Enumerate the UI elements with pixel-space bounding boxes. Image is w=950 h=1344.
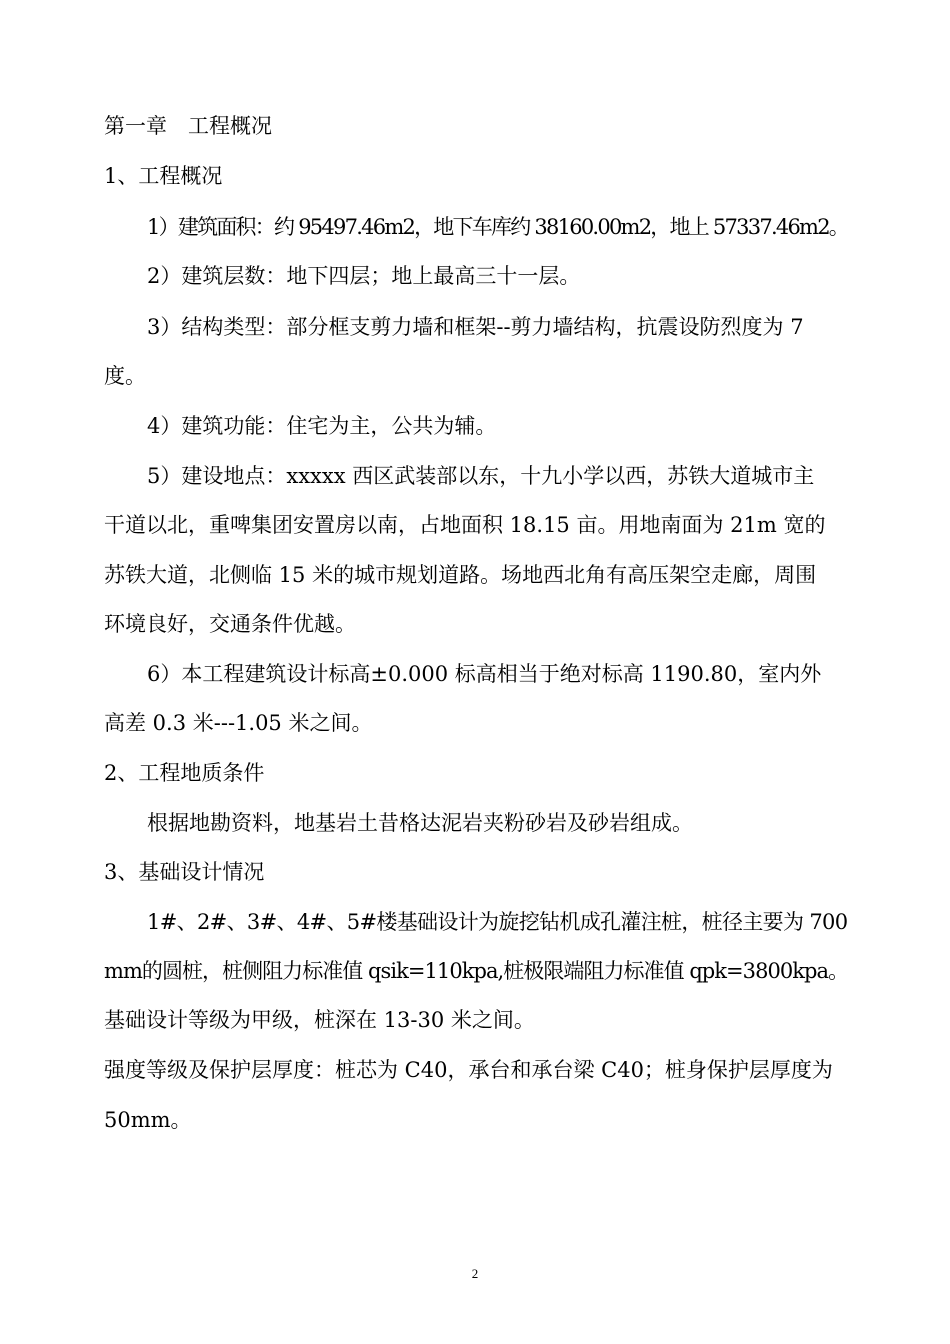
paragraph-line: 苏铁大道，北侧临 15 米的城市规划道路。场地西北角有高压架空走廊，周围: [104, 563, 817, 587]
paragraph-line: 4）建筑功能：住宅为主，公共为辅。: [147, 414, 497, 438]
paragraph-line: 环境良好，交通条件优越。: [104, 612, 356, 636]
section-heading-foundation: 3、基础设计情况: [104, 860, 265, 884]
page-number: 2: [471, 1266, 479, 1281]
paragraph-line: 高差 0.3 米---1.05 米之间。: [104, 711, 373, 735]
chapter-title: 第一章 工程概况: [104, 114, 272, 138]
paragraph-line: 度。: [104, 364, 146, 388]
paragraph-line: 6）本工程建筑设计标高±0.000 标高相当于绝对标高 1190.80，室内外: [147, 662, 822, 686]
paragraph-line: mm的圆桩，桩侧阻力标准值 qsik=110kpa,桩极限端阻力标准值 qpk=3800kpa。: [104, 959, 849, 983]
paragraph-line: 5）建设地点：xxxxx 西区武装部以东，十九小学以西，苏铁大道城市主: [147, 464, 815, 488]
section-heading-overview: 1、工程概况: [104, 164, 223, 188]
paragraph-line: 根据地勘资料，地基岩土昔格达泥岩夹粉砂岩及砂岩组成。: [147, 811, 693, 835]
paragraph-line: 50mm。: [104, 1108, 192, 1132]
paragraph-line: 3）结构类型：部分框支剪力墙和框架--剪力墙结构，抗震设防烈度为 7: [147, 315, 804, 339]
paragraph-line: 1#、2#、3#、4#、5#楼基础设计为旋挖钻机成孔灌注桩，桩径主要为 700: [147, 910, 848, 934]
paragraph-line: 基础设计等级为甲级，桩深在 13-30 米之间。: [104, 1008, 535, 1032]
paragraph-line: 1）建筑面积：约 95497.46m2，地下车库约 38160.00m2，地上 57337.46m2。: [147, 215, 849, 239]
paragraph-line: 干道以北，重啤集团安置房以南，占地面积 18.15 亩。用地南面为 21m 宽的: [104, 513, 826, 537]
paragraph-line: 2）建筑层数：地下四层；地上最高三十一层。: [147, 264, 581, 288]
section-heading-geology: 2、工程地质条件: [104, 761, 265, 785]
paragraph-line: 强度等级及保护层厚度：桩芯为 C40，承台和承台梁 C40；桩身保护层厚度为: [104, 1058, 833, 1082]
